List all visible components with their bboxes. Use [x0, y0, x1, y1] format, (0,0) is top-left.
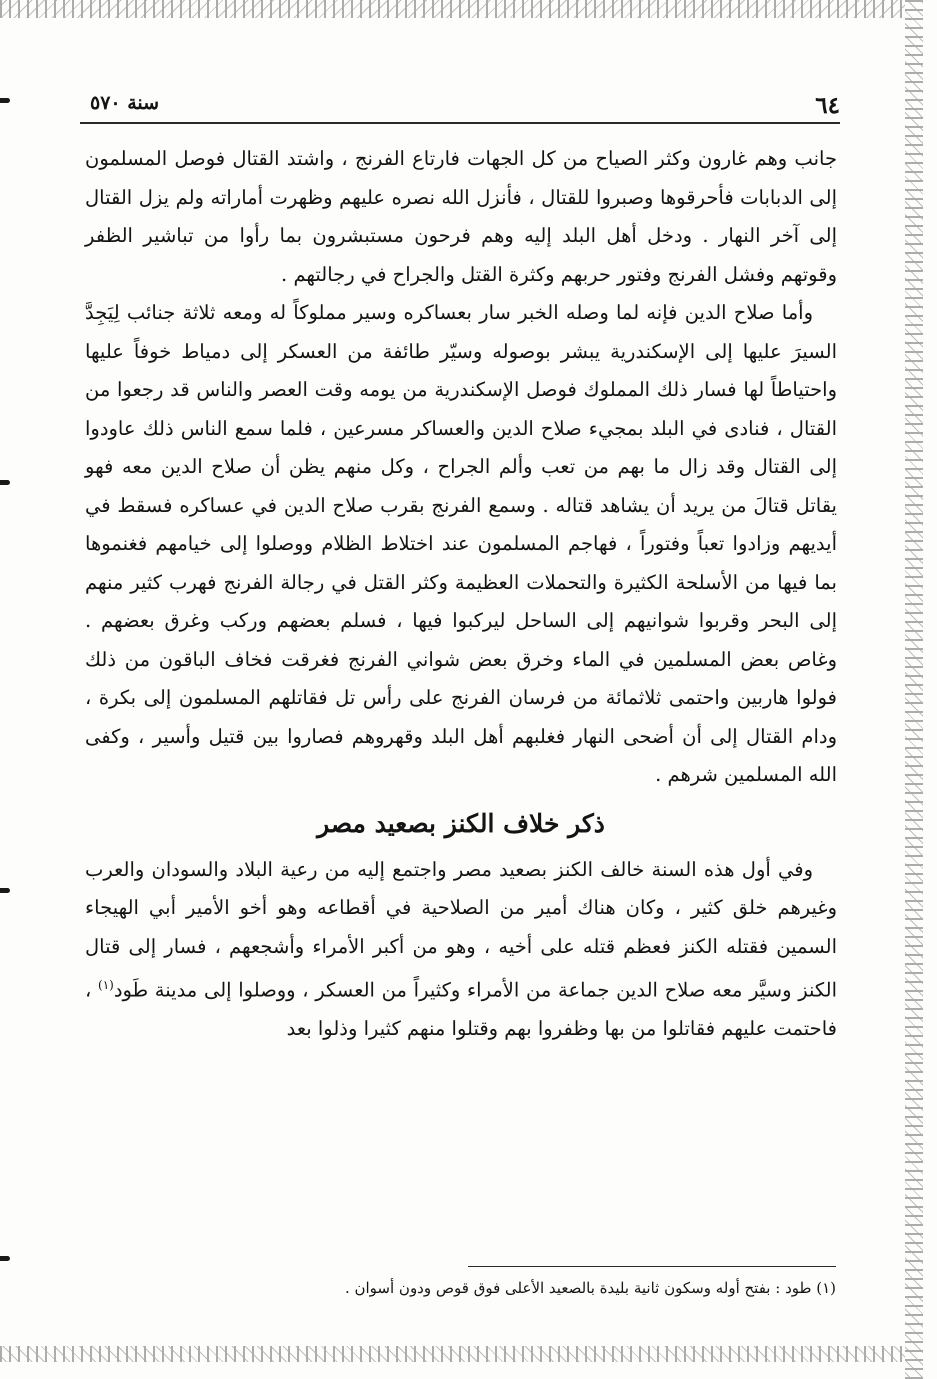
section-paragraph-continuation: ، فاحتمت عليهم فقاتلوا من بها وظفروا بهم وقتلوا منهم كثيرا وذلوا بعد [85, 978, 837, 1040]
footnote-separator [468, 1266, 836, 1267]
right-decorative-border [905, 0, 923, 1379]
paragraph-1: جانب وهم غارون وكثر الصياح من كل الجهات فارتاع الفرنج ، واشتد القتال فوصل المسلمون إلى الدبابات فأحرقوها وصبروا للقتال ، فأنزل الله نصره عليهم وظهرت أماراته ولم يزل القتال إلى آخر النهار . ودخل أهل البلد إليه وهم فرحون مستبشرون بما رأوا من تباشير الظفر وقوتهم وفشل الفرنج وفتور حربهم وكثرة القتل والجراح في رجالتهم . [85, 147, 837, 286]
binding-mark [0, 1256, 10, 1261]
footnote [150, 1275, 836, 1301]
binding-mark [0, 480, 10, 485]
page-number: ٦٤ [815, 92, 840, 119]
main-text-block [85, 140, 837, 1049]
bottom-decorative-border [0, 1346, 905, 1362]
footnote-reference: (١) [98, 978, 114, 992]
section-paragraph [85, 851, 837, 1049]
page-header [80, 86, 840, 124]
paragraph-2: وأما صلاح الدين فإنه لما وصله الخبر سار بعساكره وسير مملوكاً له ومعه ثلاثة جنائب لِيَجِدَّ السيرَ عليها إلى الإسكندرية يبشر بوصوله وسيّر طائفة من العسكر إلى دمياط خوفاً عليها واحتياطاً لها فسار ذلك المملوك فوصل الإسكندرية من يومه وقت العصر والناس قد رجعوا من القتال ، فنادى في البلد بمجيء صلاح الدين والعساكر مسرعين ، فلما سمع الناس ذلك عاودوا إلى القتال وقد زال ما بهم من تعب وألم الجراح ، وكل منهم يظن أن صلاح الدين معه فهو يقاتل قتالَ من يريد أن يشاهد قتاله . وسمع الفرنج بقرب صلاح الدين في عساكره فسقط في أيديهم وزادوا تعباً وفتوراً ، فهاجم المسلمون عند اختلاط الظلام ووصلوا إلى خيامهم فغنموها بما فيها من الأسلحة الكثيرة والتحملات العظيمة وكثر القتل في رجالة الفرنج فهرب كثير منهم إلى البحر وقربوا شوانيهم إلى الساحل ليركبوا فيها ، فسلم بعضهم وركب وغرق بعضهم . وغاص بعض المسلمين في الماء وخرق بعض شواني الفرنج فغرقت فخاف الباقون من ذلك فولوا هاربين واحتمى ثلاثمائة من فرسان الفرنج على رأس تل فقاتلهم المسلمون إلى بكرة ، ودام القتال إلى أن أضحى النهار فغلبهم أهل البلد وقهروهم فصاروا بين قتيل وأسير ، وكفى الله المسلمين شرهم . [85, 301, 837, 786]
binding-mark [0, 98, 10, 103]
footnote-marker: (١) [816, 1279, 836, 1297]
top-decorative-border [0, 0, 905, 18]
running-head-year: سنة ٥٧٠ [90, 92, 160, 114]
section-paragraph-text: وفي أول هذه السنة خالف الكنز بصعيد مصر واجتمع إليه من رعية البلاد والسودان والعرب وغيرهم خلق كثير ، وكان هناك أمير من الصلاحية في أقطاعه وهو أخو الأمير أبي الهيجاء السمين فقتله الكنز فعظم قتله على أخيه ، وهو من أكبر الأمراء وأشجعهم ، فسار إلى قتال الكنز وسيَّر معه صلاح الدين جماعة من الأمراء وكثيراً من العسكر ، ووصلوا إلى مدينة طَود [85, 857, 837, 1002]
footnote-text: طود : بفتح أوله وسكون ثانية بليدة بالصعيد الأعلى فوق قوص ودون أسوان . [344, 1279, 812, 1297]
section-heading: ذكر خلاف الكنز بصعيد مصر [317, 808, 605, 838]
binding-mark [0, 888, 10, 893]
